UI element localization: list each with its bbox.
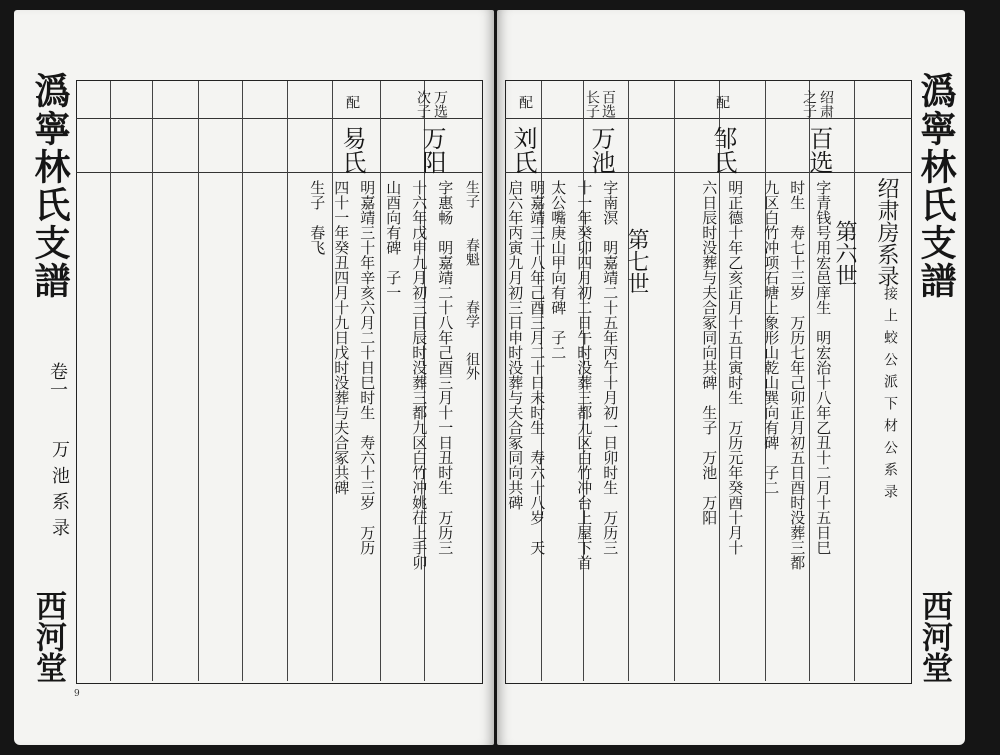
column-rule (854, 81, 855, 681)
right-header-rule-1 (505, 118, 912, 119)
entry-details: 六日辰时没葬与夫合冢同向共碑 生子 万池 万阳 (700, 180, 719, 525)
relation-label: 配 (344, 95, 360, 109)
entry-details: 字惠畅 明嘉靖二十八年己酉三月十一日丑时生 万历三 (436, 180, 455, 555)
partial-text-1: 春魁 (464, 238, 480, 266)
person-name: 百选 (805, 126, 833, 174)
entry-details: 九区白竹冲项石塘上象形山乾山巽向有碑 子二 (762, 180, 781, 495)
partial-text-0: 生子 (464, 180, 480, 208)
column-rule (287, 81, 288, 681)
generation-title: 第六世 (832, 220, 857, 286)
column-rule (380, 81, 381, 681)
hall-label: 西河堂 (916, 590, 952, 683)
column-rule (110, 81, 111, 681)
entry-details: 十一年癸卯四月初二日午时没葬三都九区白竹冲台上屋下首 (575, 180, 594, 570)
relation-line-2: 次子 (415, 90, 431, 118)
relation-line-2: 之子 (801, 90, 817, 118)
left-header-rule-1 (76, 118, 483, 119)
column-rule (242, 81, 243, 681)
branch-note: 接上蛟公派下材公系录 (882, 286, 898, 506)
person-name: 万池 (587, 126, 615, 174)
relation-line-1: 绍肃 (818, 90, 834, 118)
entry-details: 启六年丙寅九月初三日申时没葬与夫合冢同向共碑 (506, 180, 525, 510)
column-rule (198, 81, 199, 681)
entry-details: 字青钱号用宏邑庠生 明宏治十八年乙丑十二月十五日巳 (814, 180, 833, 555)
entry-details: 明正德十年乙亥正月十五日寅时生 万历元年癸酉十月十 (726, 180, 745, 555)
column-rule (674, 81, 675, 681)
column-rule (152, 81, 153, 681)
right-page (497, 10, 965, 745)
entry-details: 生子 春飞 (308, 180, 327, 255)
entry-details: 时生 寿七十三岁 万历七年己卯正月初五日酉时没葬三都 (788, 180, 807, 570)
person-name: 万阳 (418, 126, 446, 174)
left-side-title: 潙寧林氏支譜 (29, 72, 71, 300)
relation-line-1: 百选 (600, 90, 616, 118)
entry-details: 明嘉靖三十八年己酉三月二十日未时生 寿六十八岁 天 (528, 180, 547, 555)
person-name: 邹氏 (709, 126, 737, 174)
relation-line-1: 万选 (432, 90, 448, 118)
relation-label: 配 (517, 95, 533, 109)
generation-title: 第七世 (624, 228, 649, 294)
entry-details: 四十一年癸丑四月十九日戊时没葬与夫合冢共碑 (332, 180, 351, 495)
entry-details: 明嘉靖三十年辛亥六月二十日巳时生 寿六十三岁 万历 (358, 180, 377, 555)
page-number: 9 (74, 689, 80, 699)
entry-details: 十六年戊申九月初三日辰时没葬三都九区白竹冲姚茌上手卯 (410, 180, 429, 570)
left-page (14, 10, 494, 745)
relation-line-2: 长子 (584, 90, 600, 118)
entry-details: 太公嘴庚山甲向有碑 子二 (549, 180, 568, 360)
hall-label: 西河堂 (30, 590, 66, 683)
person-name: 刘氏 (509, 126, 537, 174)
person-name: 易氏 (338, 126, 366, 174)
entry-details: 山酉向有碑 子一 (384, 180, 403, 300)
relation-label: 配 (714, 95, 730, 109)
volume-label: 卷一 (47, 362, 68, 398)
column-rule (628, 81, 629, 681)
entry-details: 字南溟 明嘉靖二十五年丙午十月初一日卯时生 万历三 (601, 180, 620, 555)
branch-title: 绍肃房系录 (874, 177, 899, 287)
section-label: 万池系录 (49, 440, 70, 544)
right-side-title: 潙寧林氏支譜 (915, 72, 957, 300)
partial-text-3: 徂外 (464, 352, 480, 380)
partial-text-2: 春学 (464, 300, 480, 328)
